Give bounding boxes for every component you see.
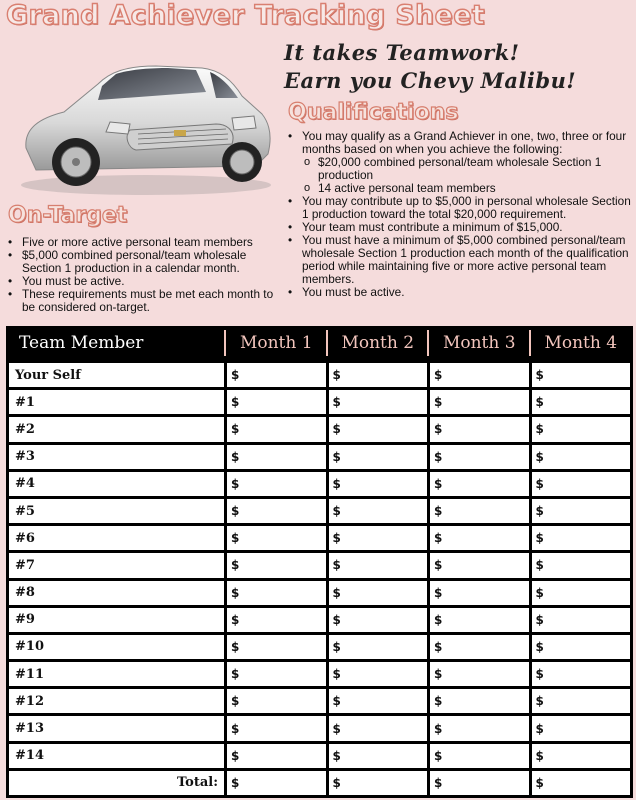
team-member-name: #12 bbox=[8, 688, 226, 715]
team-member-name: #8 bbox=[8, 579, 226, 606]
slogan-line-2: Earn you Chevy Malibu! bbox=[284, 68, 577, 93]
team-member-name: #6 bbox=[8, 525, 226, 552]
month-2-amount-cell[interactable]: $ bbox=[327, 661, 429, 688]
month-1-amount-cell[interactable]: $ bbox=[226, 443, 328, 470]
month-2-amount-cell[interactable]: $ bbox=[327, 362, 429, 389]
month-1-total-cell[interactable]: $ bbox=[226, 769, 328, 796]
month-2-amount-cell[interactable]: $ bbox=[327, 606, 429, 633]
month-4-amount-cell[interactable]: $ bbox=[530, 552, 632, 579]
month-2-amount-cell[interactable]: $ bbox=[327, 525, 429, 552]
month-3-amount-cell[interactable]: $ bbox=[429, 416, 531, 443]
team-member-name: #3 bbox=[8, 443, 226, 470]
team-member-name: #10 bbox=[8, 633, 226, 660]
month-3-amount-cell[interactable]: $ bbox=[429, 525, 531, 552]
team-member-name: #5 bbox=[8, 497, 226, 524]
team-member-name: Your Self bbox=[8, 362, 226, 389]
table-row bbox=[8, 416, 632, 443]
column-header-month-2: Month 2 bbox=[327, 326, 429, 362]
month-3-amount-cell[interactable]: $ bbox=[429, 715, 531, 742]
table-row bbox=[8, 579, 632, 606]
month-2-amount-cell[interactable]: $ bbox=[327, 416, 429, 443]
month-3-amount-cell[interactable]: $ bbox=[429, 470, 531, 497]
month-3-amount-cell[interactable]: $ bbox=[429, 443, 531, 470]
table-header-row bbox=[8, 326, 632, 362]
month-1-amount-cell[interactable]: $ bbox=[226, 552, 328, 579]
qualifications-heading: Qualifications bbox=[288, 100, 459, 125]
table-row bbox=[8, 606, 632, 633]
month-4-amount-cell[interactable]: $ bbox=[530, 606, 632, 633]
qualification-item: • You must have a minimum of $5,000 combined personal/team wholesale Section 1 production each month of the qualification period while maintaining five or more active personal team members. bbox=[286, 234, 634, 286]
table-row bbox=[8, 389, 632, 416]
month-1-amount-cell[interactable]: $ bbox=[226, 497, 328, 524]
table-row bbox=[8, 688, 632, 715]
qualification-item: • Your team must contribute a minimum of $15,000. bbox=[286, 221, 634, 234]
month-4-amount-cell[interactable]: $ bbox=[530, 715, 632, 742]
qualification-sublist bbox=[302, 156, 634, 195]
table-row bbox=[8, 552, 632, 579]
qualification-item: • You may contribute up to $5,000 in personal wholesale Section 1 production toward the total $20,000 requirement. bbox=[286, 195, 634, 221]
month-3-amount-cell[interactable]: $ bbox=[429, 742, 531, 769]
month-4-amount-cell[interactable]: $ bbox=[530, 688, 632, 715]
on-target-list bbox=[6, 236, 288, 314]
column-header-month-3: Month 3 bbox=[429, 326, 531, 362]
team-member-name: #14 bbox=[8, 742, 226, 769]
team-member-name: #11 bbox=[8, 661, 226, 688]
table-row bbox=[8, 742, 632, 769]
month-4-amount-cell[interactable]: $ bbox=[530, 470, 632, 497]
total-row bbox=[8, 769, 632, 796]
month-2-total-cell[interactable]: $ bbox=[327, 769, 429, 796]
table-row bbox=[8, 633, 632, 660]
team-member-name: #7 bbox=[8, 552, 226, 579]
month-2-amount-cell[interactable]: $ bbox=[327, 633, 429, 660]
month-4-amount-cell[interactable]: $ bbox=[530, 416, 632, 443]
qualification-item: • You may qualify as a Grand Achiever in one, two, three or four months based on when you achieve the following: o $20,000 combined personal/team wholesale Section 1 production o 14 active personal team members bbox=[286, 130, 634, 195]
table-row bbox=[8, 443, 632, 470]
month-3-amount-cell[interactable]: $ bbox=[429, 362, 531, 389]
month-3-amount-cell[interactable]: $ bbox=[429, 633, 531, 660]
month-2-amount-cell[interactable]: $ bbox=[327, 389, 429, 416]
month-3-amount-cell[interactable]: $ bbox=[429, 606, 531, 633]
month-3-amount-cell[interactable]: $ bbox=[429, 552, 531, 579]
month-1-amount-cell[interactable]: $ bbox=[226, 633, 328, 660]
month-2-amount-cell[interactable]: $ bbox=[327, 579, 429, 606]
month-1-amount-cell[interactable]: $ bbox=[226, 362, 328, 389]
month-1-amount-cell[interactable]: $ bbox=[226, 606, 328, 633]
team-member-name: #4 bbox=[8, 470, 226, 497]
month-1-amount-cell[interactable]: $ bbox=[226, 579, 328, 606]
on-target-item: • $5,000 combined personal/team wholesale Section 1 production in a calendar month. bbox=[6, 249, 288, 275]
month-1-amount-cell[interactable]: $ bbox=[226, 661, 328, 688]
month-4-amount-cell[interactable]: $ bbox=[530, 661, 632, 688]
month-3-amount-cell[interactable]: $ bbox=[429, 688, 531, 715]
month-1-amount-cell[interactable]: $ bbox=[226, 389, 328, 416]
month-3-total-cell[interactable]: $ bbox=[429, 769, 531, 796]
column-header-team-member: Team Member bbox=[8, 326, 226, 362]
team-member-name: #1 bbox=[8, 389, 226, 416]
team-member-name: #9 bbox=[8, 606, 226, 633]
table-row bbox=[8, 525, 632, 552]
slogan-line-1: It takes Teamwork! bbox=[284, 40, 520, 65]
month-1-amount-cell[interactable]: $ bbox=[226, 715, 328, 742]
team-member-name: #13 bbox=[8, 715, 226, 742]
month-3-amount-cell[interactable]: $ bbox=[429, 389, 531, 416]
month-1-amount-cell[interactable]: $ bbox=[226, 742, 328, 769]
column-header-month-1: Month 1 bbox=[226, 326, 328, 362]
table-row bbox=[8, 497, 632, 524]
month-3-amount-cell[interactable]: $ bbox=[429, 661, 531, 688]
month-1-amount-cell[interactable]: $ bbox=[226, 470, 328, 497]
month-2-amount-cell[interactable]: $ bbox=[327, 688, 429, 715]
table-row bbox=[8, 715, 632, 742]
qualification-subitem: o 14 active personal team members bbox=[302, 182, 634, 195]
on-target-item: • These requirements must be met each month to be considered on-target. bbox=[6, 288, 288, 314]
month-1-amount-cell[interactable]: $ bbox=[226, 416, 328, 443]
table-row bbox=[8, 470, 632, 497]
table-body bbox=[8, 362, 632, 797]
table-row bbox=[8, 362, 632, 389]
qualification-subitem: o $20,000 combined personal/team wholesale Section 1 production bbox=[302, 156, 634, 182]
month-4-amount-cell[interactable]: $ bbox=[530, 362, 632, 389]
table-row bbox=[8, 661, 632, 688]
month-1-amount-cell[interactable]: $ bbox=[226, 688, 328, 715]
month-2-amount-cell[interactable]: $ bbox=[327, 715, 429, 742]
qualifications-list bbox=[286, 130, 634, 299]
month-2-amount-cell[interactable]: $ bbox=[327, 443, 429, 470]
month-2-amount-cell[interactable]: $ bbox=[327, 497, 429, 524]
tracking-table bbox=[6, 326, 633, 798]
qualification-item: • You must be active. bbox=[286, 286, 634, 299]
month-4-amount-cell[interactable]: $ bbox=[530, 443, 632, 470]
month-4-amount-cell[interactable]: $ bbox=[530, 525, 632, 552]
month-1-amount-cell[interactable]: $ bbox=[226, 525, 328, 552]
month-2-amount-cell[interactable]: $ bbox=[327, 552, 429, 579]
on-target-heading: On-Target bbox=[8, 203, 128, 228]
month-4-amount-cell[interactable]: $ bbox=[530, 742, 632, 769]
on-target-item: • Five or more active personal team members bbox=[6, 236, 288, 249]
month-3-amount-cell[interactable]: $ bbox=[429, 497, 531, 524]
month-4-amount-cell[interactable]: $ bbox=[530, 389, 632, 416]
column-header-month-4: Month 4 bbox=[530, 326, 632, 362]
month-2-amount-cell[interactable]: $ bbox=[327, 742, 429, 769]
month-3-amount-cell[interactable]: $ bbox=[429, 579, 531, 606]
car-image bbox=[6, 40, 276, 200]
team-member-name: #2 bbox=[8, 416, 226, 443]
total-label: Total: bbox=[8, 769, 226, 796]
month-4-amount-cell[interactable]: $ bbox=[530, 579, 632, 606]
page-title: Grand Achiever Tracking Sheet bbox=[6, 0, 486, 31]
month-4-amount-cell[interactable]: $ bbox=[530, 633, 632, 660]
month-4-total-cell[interactable]: $ bbox=[530, 769, 632, 796]
month-2-amount-cell[interactable]: $ bbox=[327, 470, 429, 497]
month-4-amount-cell[interactable]: $ bbox=[530, 497, 632, 524]
on-target-item: • You must be active. bbox=[6, 275, 288, 288]
